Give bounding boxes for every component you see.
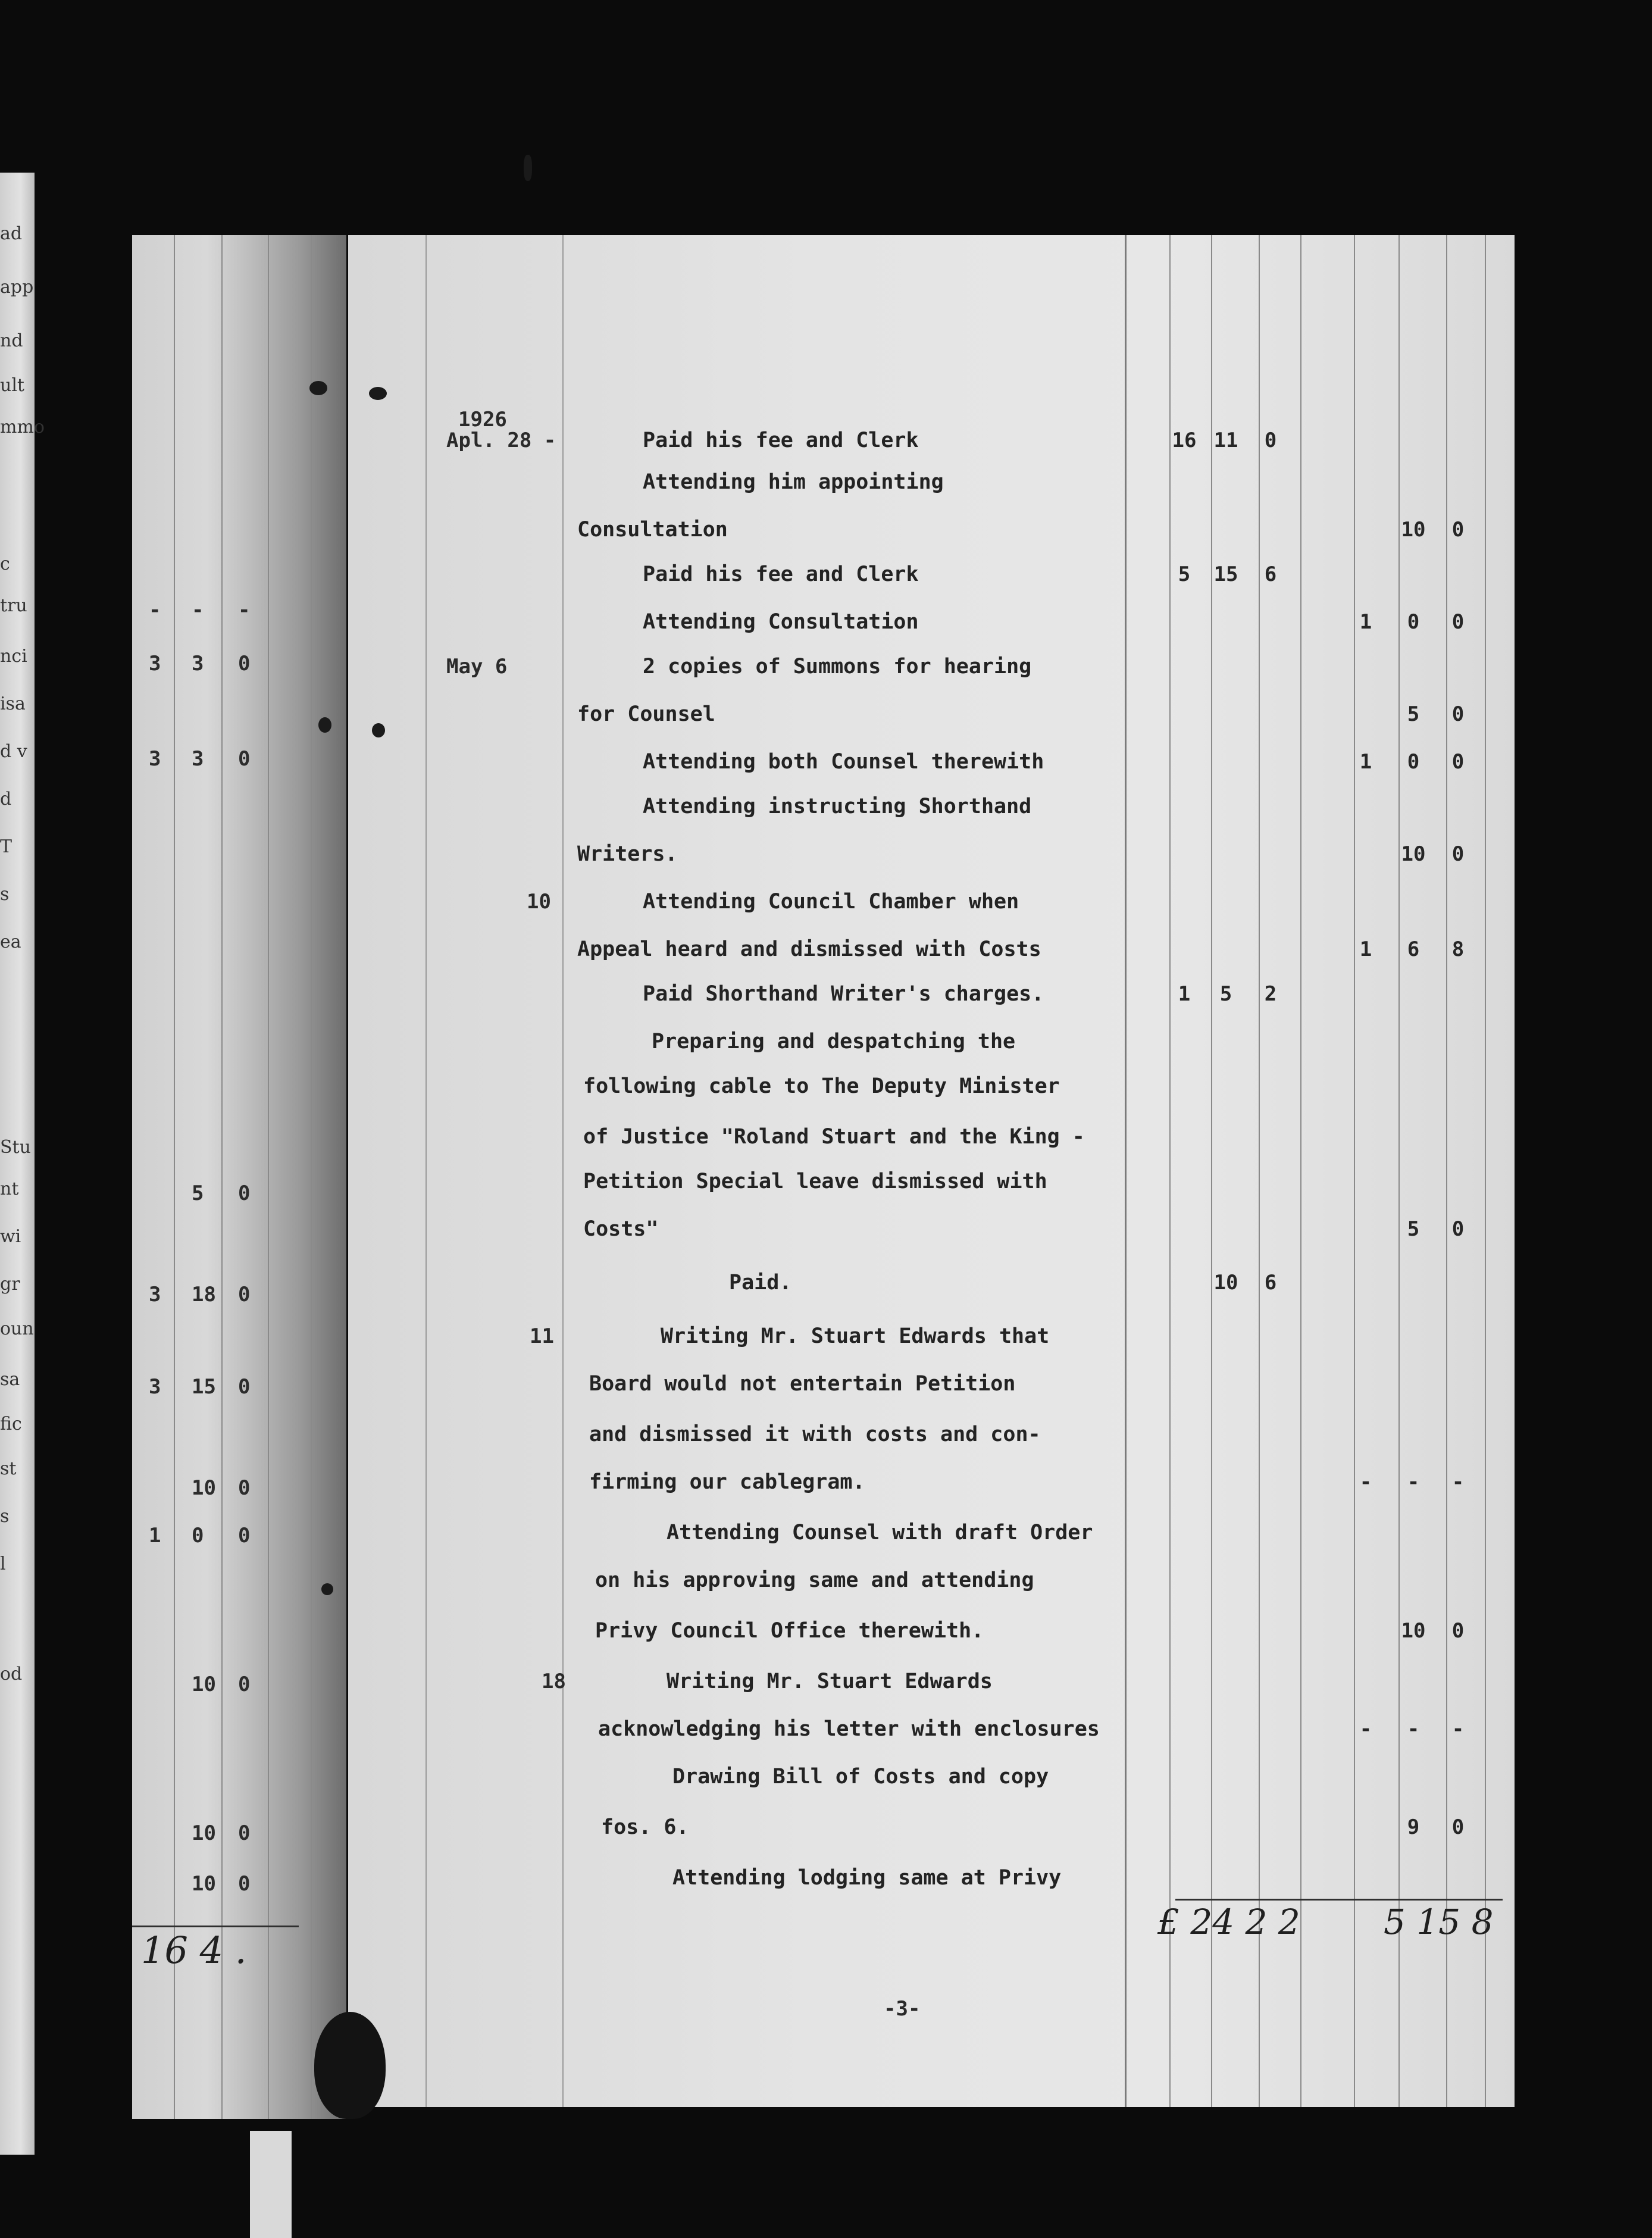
previous-page-amount: 0: [238, 1283, 251, 1306]
page-number: -3-: [884, 1997, 921, 2021]
left-strip-fragment: nci: [0, 646, 27, 667]
entry-description: Preparing and despatching the: [652, 1030, 1016, 1054]
entry-description: Consultation: [577, 518, 728, 542]
entry-description: acknowledging his letter with enclosures: [598, 1717, 1100, 1741]
fee-amount: 9: [1407, 1815, 1420, 1839]
entry-description: on his approving same and attending: [595, 1568, 1034, 1592]
ink-blot: [318, 717, 331, 733]
left-page-strip: [0, 173, 45, 2155]
previous-page-amount: -: [149, 598, 161, 622]
fee-amount: -: [1407, 1717, 1420, 1741]
disbursement-amount: 5: [1219, 982, 1232, 1006]
entry-description: of Justice "Roland Stuart and the King -: [583, 1125, 1085, 1149]
previous-page-amount: 10: [192, 1872, 216, 1896]
previous-page-amount: 10: [192, 1673, 216, 1696]
fees-pounds-rule: [1354, 235, 1355, 2107]
entry-description: and dismissed it with costs and con-: [589, 1423, 1041, 1446]
previous-page-amount: 0: [238, 1872, 251, 1896]
previous-page-amount: 15: [192, 1375, 216, 1399]
disbursement-amount: 0: [1264, 429, 1277, 452]
previous-page-amount: 3: [149, 1283, 161, 1306]
previous-page-amount: 0: [238, 1476, 251, 1500]
date-column-rule: [562, 235, 564, 2107]
fee-amount: 10: [1401, 518, 1426, 542]
left-strip-fragment: c: [0, 554, 10, 574]
disbursement-amount: 1: [1178, 982, 1191, 1006]
left-strip-fragment: ad: [0, 223, 23, 244]
entry-description: for Counsel: [577, 702, 715, 726]
disbursement-amount: 5: [1178, 562, 1191, 586]
fee-amount: 0: [1451, 842, 1465, 866]
entry-description: firming our cablegram.: [589, 1470, 865, 1494]
entry-description: Attending instructing Shorthand: [643, 795, 1032, 818]
entry-date: 1926: [458, 408, 507, 432]
previous-page-amount: 0: [238, 747, 251, 771]
previous-page-amount: 0: [238, 652, 251, 676]
ink-blot: [321, 1583, 333, 1595]
ink-mark: [524, 155, 532, 181]
fee-amount: 8: [1451, 937, 1465, 961]
left-strip-fragment: isa: [0, 693, 26, 714]
left-strip-fragment: gr: [0, 1274, 20, 1295]
fee-amount: 5: [1407, 702, 1420, 726]
previous-page-amount: 3: [149, 747, 161, 771]
entry-description: Attending both Counsel therewith: [643, 750, 1044, 774]
left-strip-fragment: tru: [0, 595, 27, 616]
previous-page-amount: 0: [238, 1181, 251, 1205]
left-strip-fragment: s: [0, 884, 10, 905]
previous-page-amount: 3: [149, 1375, 161, 1399]
entry-description: following cable to The Deputy Minister: [583, 1074, 1060, 1098]
entry-description: Attending Consultation: [643, 610, 919, 634]
left-strip-fragment: st: [0, 1458, 17, 1479]
entry-description: Paid.: [729, 1271, 792, 1295]
ink-blot: [309, 381, 327, 395]
entry-description: Attending Counsel with draft Order: [667, 1521, 1093, 1545]
entry-description: Writing Mr. Stuart Edwards that: [661, 1324, 1050, 1348]
left-strip-fragment: wi: [0, 1226, 21, 1247]
fee-amount: 0: [1451, 610, 1465, 634]
disbursement-amount: 6: [1264, 1271, 1277, 1295]
left-strip-fragment: d: [0, 789, 12, 809]
previous-page-amount: 0: [238, 1375, 251, 1399]
entry-description: Drawing Bill of Costs and copy: [672, 1765, 1049, 1789]
entry-description: Writers.: [577, 842, 678, 866]
previous-page-amount: 1: [149, 1524, 161, 1548]
ink-blot: [369, 387, 387, 400]
entry-description: Attending him appointing: [643, 470, 944, 494]
description-column-rule: [1125, 235, 1127, 2107]
disbursement-pence-rule: [1259, 235, 1260, 2107]
disbursement-amount: 11: [1213, 429, 1238, 452]
fee-amount: -: [1451, 1717, 1465, 1741]
left-strip-fragment: oun: [0, 1318, 34, 1339]
entry-date: May 6: [446, 655, 508, 679]
fee-amount: 1: [1359, 750, 1372, 774]
entry-description: Paid his fee and Clerk: [643, 429, 919, 452]
disbursement-amount: 16: [1172, 429, 1197, 452]
fee-amount: 0: [1407, 610, 1420, 634]
entry-description: 2 copies of Summons for hearing: [643, 655, 1032, 679]
previous-page-total: 16 4 .: [141, 1928, 247, 1972]
previous-page-amount: 10: [192, 1821, 216, 1845]
left-strip-fragment: od: [0, 1664, 23, 1684]
left-strip-fragment: mmo: [0, 417, 45, 437]
fee-amount: 5: [1407, 1217, 1420, 1241]
disbursement-pounds-rule: [1169, 235, 1171, 2107]
disbursement-shillings-rule: [1211, 235, 1212, 2107]
column-rule: [174, 235, 175, 2119]
entry-description: Writing Mr. Stuart Edwards: [667, 1670, 993, 1693]
fee-amount: 10: [1401, 1619, 1426, 1643]
entry-description: Paid Shorthand Writer's charges.: [643, 982, 1044, 1006]
total-rule: [132, 1926, 299, 1927]
fee-amount: 0: [1451, 1815, 1465, 1839]
paper-scrap: [250, 2131, 292, 2238]
disbursements-total: £ 24 2 2: [1157, 1902, 1300, 1942]
disbursement-amount: 6: [1264, 562, 1277, 586]
fee-amount: -: [1407, 1470, 1420, 1494]
entry-description: Privy Council Office therewith.: [595, 1619, 984, 1643]
punch-hole: [314, 2012, 386, 2119]
left-strip-fragment: nd: [0, 330, 23, 351]
fee-amount: 0: [1451, 518, 1465, 542]
entry-description: Costs": [583, 1217, 659, 1241]
left-strip-fragment: app: [0, 277, 34, 298]
disbursement-amount: 15: [1213, 562, 1238, 586]
disbursement-amount: 10: [1213, 1271, 1238, 1295]
previous-page-amount: 0: [192, 1524, 204, 1548]
previous-page-amount: 3: [149, 652, 161, 676]
column-rule: [221, 235, 223, 2119]
right-edge-rule: [1485, 235, 1486, 2107]
margin-rule: [425, 235, 427, 2107]
ink-blot: [372, 723, 385, 737]
left-strip-fragment: fic: [0, 1414, 22, 1434]
fee-amount: 6: [1407, 937, 1420, 961]
entry-description: Paid his fee and Clerk: [643, 562, 919, 586]
fee-amount: 1: [1359, 610, 1372, 634]
total-rule: [1175, 1899, 1503, 1901]
entry-date: Apl. 28 -: [446, 429, 556, 452]
entry-description: Petition Special leave dismissed with: [583, 1170, 1047, 1193]
entry-description: Attending lodging same at Privy: [672, 1866, 1062, 1890]
fees-total: 5 15 8: [1384, 1902, 1494, 1942]
fee-amount: 10: [1401, 842, 1426, 866]
entry-date: 18: [542, 1670, 566, 1693]
ledger-page: [348, 235, 1515, 2107]
left-strip-fragment: d v: [0, 741, 27, 762]
previous-page-amount: 5: [192, 1181, 204, 1205]
previous-page-amount: 3: [192, 747, 204, 771]
previous-page-amount: 10: [192, 1476, 216, 1500]
entry-description: fos. 6.: [601, 1815, 689, 1839]
fee-amount: 0: [1407, 750, 1420, 774]
entry-description: Board would not entertain Petition: [589, 1372, 1016, 1396]
fee-amount: 1: [1359, 937, 1372, 961]
previous-page-amount: 0: [238, 1524, 251, 1548]
left-strip-fragment: l: [0, 1554, 6, 1574]
previous-page-amount: 0: [238, 1821, 251, 1845]
fee-amount: 0: [1451, 1619, 1465, 1643]
column-rule: [311, 235, 312, 2119]
column-rule: [268, 235, 269, 2119]
fee-amount: 0: [1451, 702, 1465, 726]
entry-description: Attending Council Chamber when: [643, 890, 1019, 914]
disbursement-amount: 2: [1264, 982, 1277, 1006]
left-strip-fragment: sa: [0, 1369, 20, 1390]
previous-page-amount: 18: [192, 1283, 216, 1306]
previous-page-amount: -: [238, 598, 251, 622]
left-strip-fragment: ult: [0, 375, 24, 396]
fee-amount: 0: [1451, 1217, 1465, 1241]
previous-page-amount: 0: [238, 1673, 251, 1696]
fee-amount: -: [1359, 1470, 1372, 1494]
entry-date: 11: [530, 1324, 554, 1348]
fees-column-rule: [1300, 235, 1301, 2107]
left-strip-fragment: nt: [0, 1179, 19, 1199]
left-strip-fragment: T: [0, 836, 12, 857]
fee-amount: -: [1451, 1470, 1465, 1494]
previous-page-amount: 3: [192, 652, 204, 676]
fee-amount: 0: [1451, 750, 1465, 774]
entry-description: Appeal heard and dismissed with Costs: [577, 937, 1041, 961]
left-strip-fragment: ea: [0, 932, 21, 952]
previous-page-edge: [132, 235, 346, 2119]
entry-date: 10: [527, 890, 551, 914]
left-strip-fragment: Stu: [0, 1137, 31, 1158]
left-strip-fragment: s: [0, 1506, 10, 1527]
fee-amount: -: [1359, 1717, 1372, 1741]
previous-page-amount: -: [192, 598, 204, 622]
